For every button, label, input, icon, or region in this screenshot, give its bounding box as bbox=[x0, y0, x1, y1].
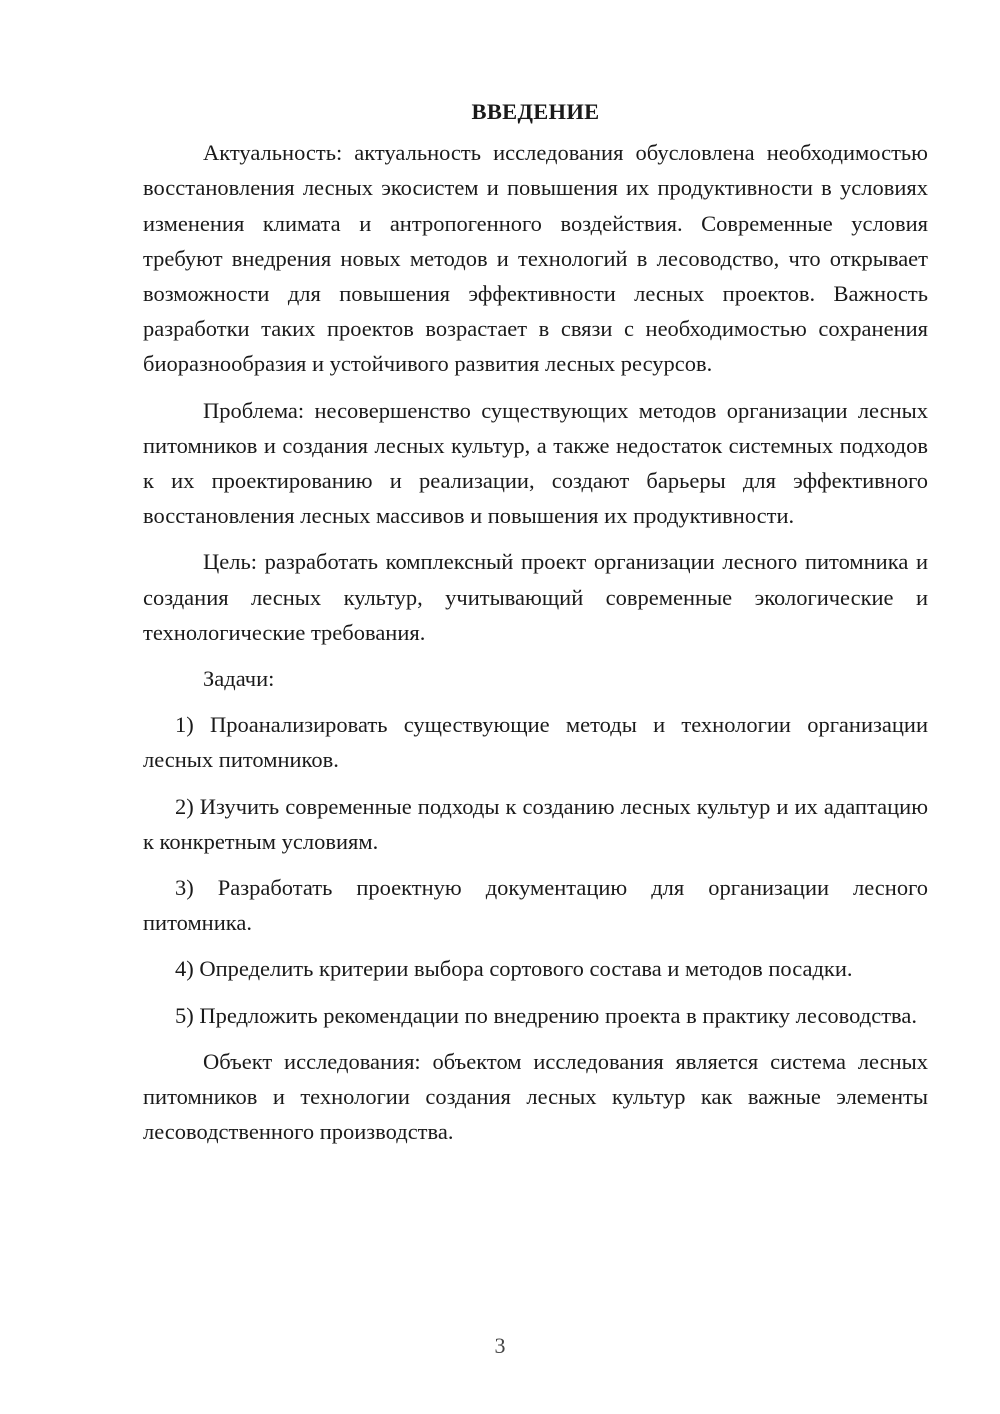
problem-paragraph: Проблема: несовершенство существующих методов организации лесных питомников и создания лесных культур, а также недостаток системных подходов к их проектированию и реализации, создают барьеры для эффективного восстановления лесных массивов и повышения их продуктивности. bbox=[143, 397, 928, 529]
task-item: 3) Разработать проектную документацию для организации лесного питомника. bbox=[143, 875, 928, 936]
task-item: 5) Предложить рекомендации по внедрению проекта в практику лесоводства. bbox=[175, 1002, 917, 1028]
document-page bbox=[143, 94, 928, 1160]
tasks-list bbox=[143, 707, 928, 1033]
tasks-label: Задачи: bbox=[203, 666, 275, 692]
object-paragraph: Объект исследования: объектом исследования является система лесных питомников и технологии создания лесных культур как важные элементы лесоводственного производства. bbox=[143, 1048, 928, 1145]
section-title: ВВЕДЕНИЕ bbox=[471, 99, 600, 124]
page-number: 3 bbox=[494, 1333, 506, 1358]
task-item: 1) Проанализировать существующие методы и технологии организации лесных питомников. bbox=[143, 712, 928, 773]
goal-paragraph: Цель: разработать комплексный проект организации лесного питомника и создания лесных культур, учитывающий современные экологические и технологические требования. bbox=[143, 549, 928, 645]
relevance-paragraph: Актуальность: актуальность исследования обусловлена необходимостью восстановления лесных экосистем и повышения их продуктивности в условиях изменения климата и антропогенного воздействия. Современные условия требуют внедрения новых методов и технологий в лесоводство, что открывает возможности для повышения эффективности лесных проектов. Важность разработки таких проектов возрастает в связи с необходимостью сохранения биоразнообразия и устойчивого развития лесных ресурсов. bbox=[143, 140, 928, 377]
task-item: 2) Изучить современные подходы к созданию лесных культур и их адаптацию к конкретным условиям. bbox=[143, 793, 928, 854]
task-item: 4) Определить критерии выбора сортового состава и методов посадки. bbox=[175, 956, 853, 982]
